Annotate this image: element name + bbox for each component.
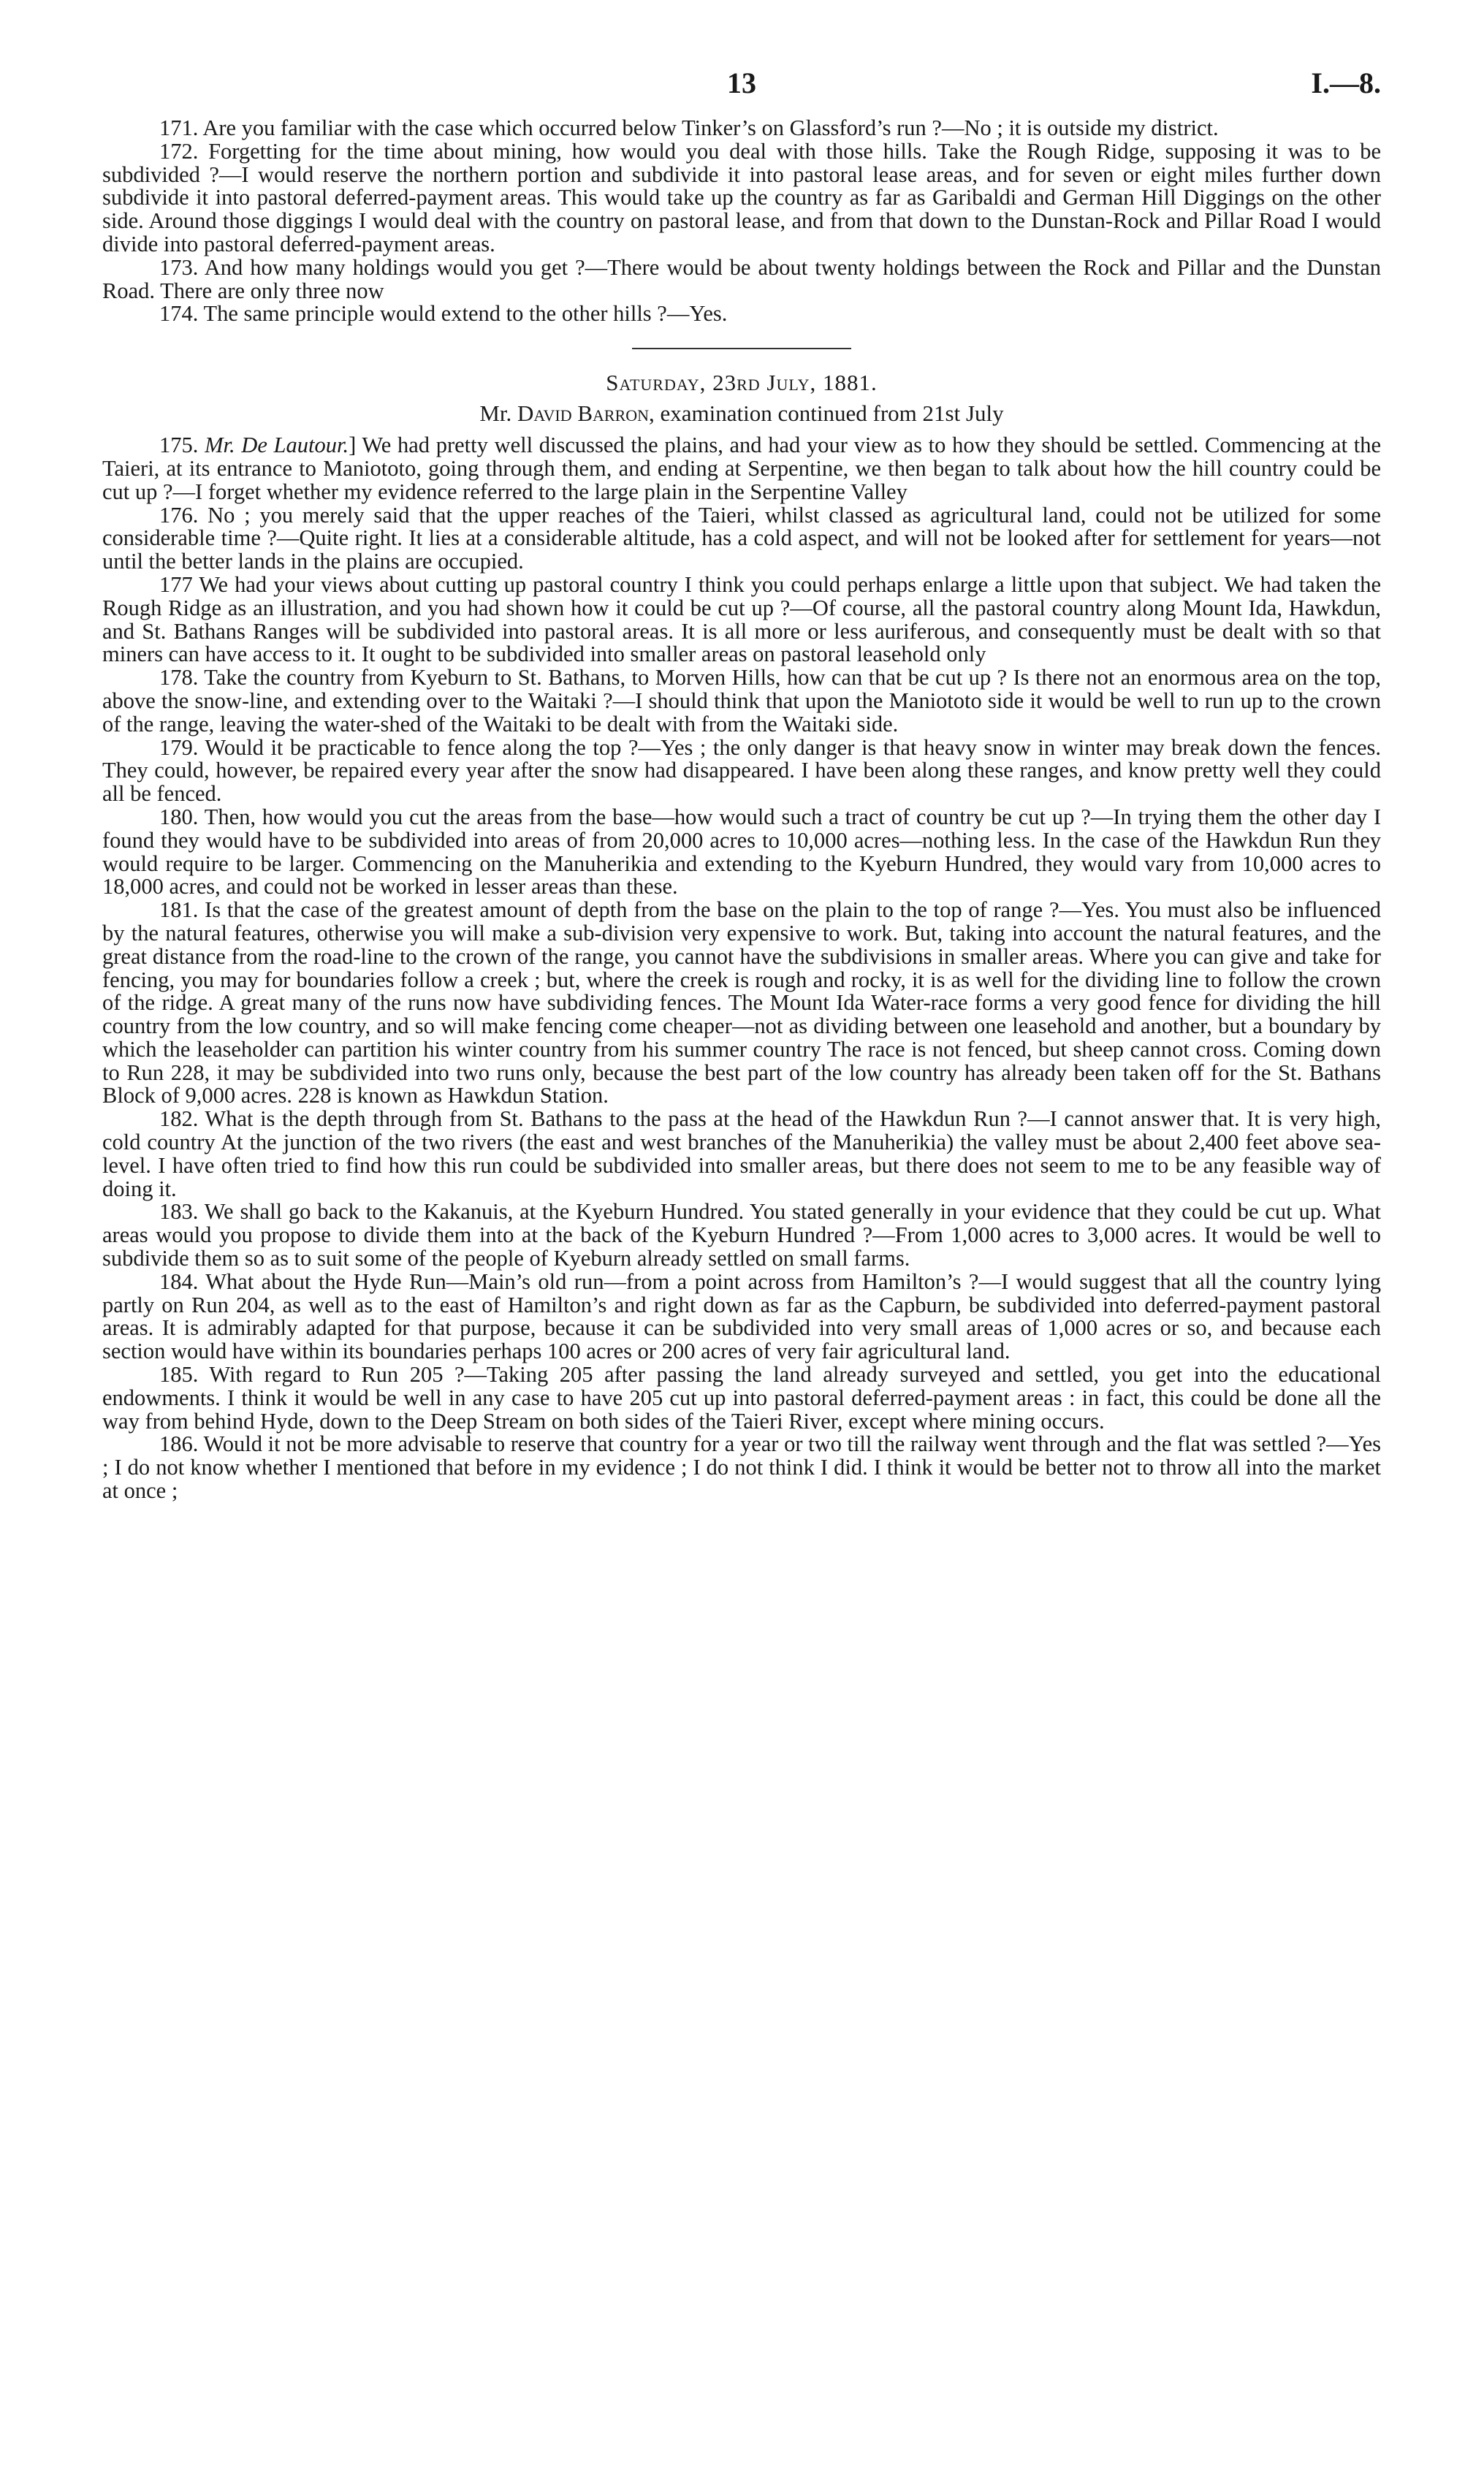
section-divider: [632, 348, 851, 349]
paragraph-171: 171. Are you familiar with the case which occurred below Tinker’s on Glassford’s run ?—No ; it is outside my district.: [159, 115, 1219, 140]
page-number: 13: [727, 66, 756, 99]
witness-heading: [102, 397, 1381, 430]
question-number: 175.: [159, 433, 199, 458]
paragraph-176: 176. No ; you merely said that the upper reaches of the Taieri, whilst classed as agricultural land, could not be utilized for some considerable time ?—Quite right. It lies at a considerable altitude, has a cold aspect, and will not be looked after for settlement for years—not until the better lands in the plains are occupied.: [102, 502, 1381, 574]
date-heading: Saturday, 23rd July, 1881.: [606, 370, 878, 396]
paragraph-182: 182. What is the depth through from St. Bathans to the pass at the head of the Hawkdun Run ?—I cannot answer that. It is very high, cold country At the junction of the two rivers (the east and west branches of the Manuherikia) the valley must be about 2,400 feet above sea-level. I have often tried to find how this run could be subdivided into smaller areas, but there does not seem to me to be any feasible way of doing it.: [102, 1106, 1381, 1201]
paragraph-184: 184. What about the Hyde Run—Main’s old run—from a point across from Hamilton’s ?—I would suggest that all the country lying partly on Run 204, as well as to the east of Hamilton’s and right down as far as the Capburn, be subdivided into deferred-payment pastoral areas. It is admirably adapted for that purpose, because it can be subdivided into very small areas of 1,000 acres or so, and because each section would have within its boundaries perhaps 100 acres or 200 acres of very fair agricultural land.: [102, 1268, 1381, 1364]
evidence-block-1: [102, 117, 1381, 326]
paragraph-179: 179. Would it be practicable to fence along the top ?—Yes ; the only danger is that heavy snow in winter may break down the fences. They could, however, be repaired every year after the snow had disappeared. I have been along these ranges, and know pretty well they could all be fenced.: [102, 734, 1381, 807]
paragraph-185: 185. With regard to Run 205 ?—Taking 205 after passing the land already surveyed and settled, you get into the educational endowments. I think it would be well in any case to have 205 cut up into pastoral deferred-payment areas : in fact, this could be done all the way from behind Hyde, down to the Deep Stream on both sides of the Taieri River, except where mining occurs.: [102, 1362, 1381, 1434]
document-reference: I.—8.: [1311, 66, 1381, 99]
question-text: ] We had pretty well discussed the plains, and had your view as to how they should be settled. Commencing at the Taieri, at its entrance to Maniototo, going through them, and ending at Serpentine, we then began to talk about how the hill country could be cut up ?—I forget whether my evidence referred to the large plain in the Serpentine Valley: [102, 433, 1381, 504]
paragraph-177: 177 We had your views about cutting up pastoral country I think you could perhaps enlarge a little upon that subject. We had taken the Rough Ridge as an illustration, and you had shown how it could be cut up ?—Of course, all the pastoral country along Mount Ida, Hawkdun, and St. Bathans Ranges will be subdivided into pastoral areas. It is all more or less auriferous, and consequently must be dealt with so that miners can have access to it. It ought to be subdivided into smaller areas on pastoral leasehold only: [102, 571, 1381, 667]
evidence-block-2: [102, 434, 1381, 1503]
paragraph-178: 178. Take the country from Kyeburn to St. Bathans, to Morven Hills, how can that be cut up ? Is there not an enormous area on the top, above the snow-line, and extending over to the Waitaki ?—I should think that upon the Maniototo side it would be well to run up to the crown of the range, leaving the water-shed of the Waitaki to be dealt with from the Waitaki side.: [102, 665, 1381, 737]
paragraph-180: 180. Then, how would you cut the areas from the base—how would such a tract of country be cut up ?—In trying them the other day I found they would have to be subdivided into areas of from 20,000 acres to 10,000 acres—nothing less. In the case of the Hawkdun Run they would require to be larger. Commencing on the Manuherikia and extending to the Kyeburn Hundred, they would vary from 10,000 acres to 18,000 acres, and could not be worked in lesser areas than these.: [102, 804, 1381, 899]
paragraph-174: 174. The same principle would extend to the other hills ?—Yes.: [159, 301, 728, 327]
paragraph-181: 181. Is that the case of the greatest amount of depth from the base on the plain to the top of range ?—Yes. You must also be influenced by the natural features, otherwise you will make a sub-division very expensive to work. But, taking into account the natural features, and the great distance from the road-line to the crown of the range, you cannot have the subdivisions in smaller areas. Where you can give and take for fencing, you may for boundaries follow a creek ; but, where the creek is rough and rocky, it is as well for the dividing line to follow the crown of the ridge. A great many of the runs now have subdividing fences. The Mount Ida Water-race forms a very good fence for dividing the hill country from the low country, and so will make fencing come cheaper—not as dividing between one leasehold and another, but a boundary by which the leaseholder can partition his winter country from his summer country The race is not fenced, but sheep cannot cross. Coming down to Run 228, it may be subdivided into two runs only, because the best part of the low country has already been taken off for the St. Bathans Block of 9,000 acres. 228 is known as Hawkdun Station.: [102, 897, 1381, 1108]
questioner-name: Mr. De Lautour.: [205, 433, 349, 458]
paragraph-173: 173. And how many holdings would you get ?—There would be about twenty holdings between the Rock and Pillar and the Dunstan Road. There are only three now: [102, 254, 1381, 303]
witness-name: David Barron,: [517, 400, 655, 427]
paragraph-172: 172. Forgetting for the time about mining, how would you deal with those hills. Take the Rough Ridge, supposing it was to be subdivided ?—I would reserve the northern portion and subdivide it into pastoral lease areas, and for seven or eight miles further down subdivide it into pastoral deferred-payment areas. This would take up the country as far as Garibaldi and German Hill Diggings on the other side. Around those diggings I would deal with the country on pastoral lease, and from that down to the Dunstan-Rock and Pillar Road I would divide into pastoral deferred-payment areas.: [102, 138, 1381, 256]
paragraph-175: [102, 434, 1381, 503]
witness-prefix: Mr.: [479, 400, 512, 427]
document-page: [102, 66, 1381, 1503]
page-header: [102, 66, 1381, 117]
paragraph-186: 186. Would it not be more advisable to reserve that country for a year or two till the railway went through and the flat was settled ?—Yes ; I do not know whether I mentioned that before in my evidence ; I do not think I did. I think it would be better not to throw all into the market at once ;: [102, 1431, 1381, 1504]
paragraph-183: 183. We shall go back to the Kakanuis, at the Kyeburn Hundred. You stated generally in your evidence that they could be cut up. What areas would you propose to divide them into at the back of the Kyeburn Hundred ?—From 1,000 acres to 3,000 acres. It would be well to subdivide them so as to suit some of the people of Kyeburn already settled on small farms.: [102, 1199, 1381, 1271]
witness-note: examination continued from 21st July: [660, 400, 1004, 427]
